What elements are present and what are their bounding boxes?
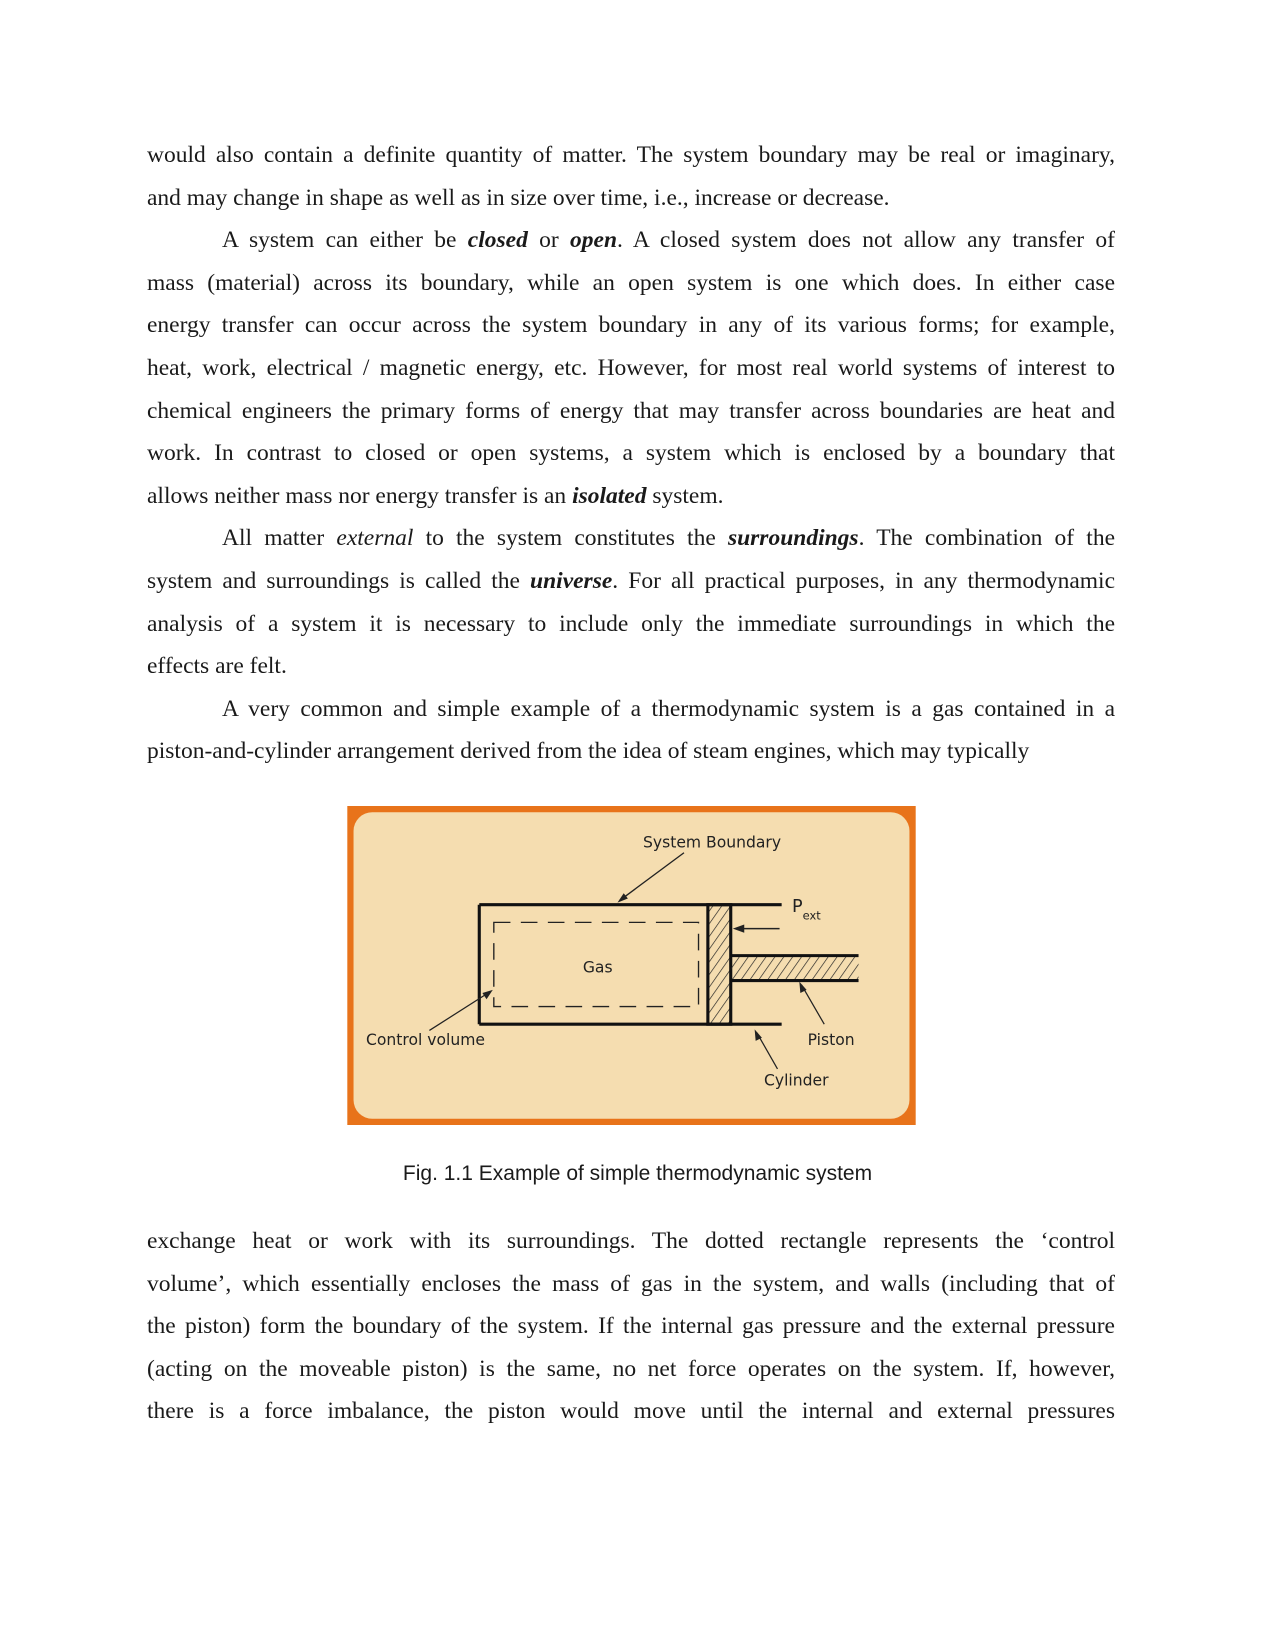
text-segment: energy transfer can occur across the system boundary in any of its various forms; for example,	[147, 312, 1115, 339]
emphasized-term: universe	[530, 567, 613, 594]
text-line	[147, 475, 1115, 518]
text-segment: system and surroundings is called the	[147, 567, 531, 594]
figure-caption: Fig. 1.1 Example of simple thermodynamic system	[402, 1162, 873, 1185]
piston-rod	[731, 956, 859, 981]
text-segment: . The combination of the	[858, 525, 1115, 552]
text-segment: analysis of a system it is necessary to include only the immediate surroundings in which the	[147, 610, 1115, 637]
text-line	[147, 390, 1115, 433]
text-line	[147, 134, 1115, 177]
text-line	[147, 603, 1115, 646]
text-segment: A very common and simple example of a thermodynamic system is a gas contained in a	[222, 695, 1115, 722]
text-line	[147, 1305, 1115, 1348]
piston-cylinder-figure	[347, 806, 916, 1125]
text-line	[147, 1220, 1115, 1263]
emphasized-term: open	[570, 227, 618, 254]
text-segment: or	[527, 227, 571, 254]
emphasized-term: external	[336, 525, 414, 552]
text-line	[147, 645, 1115, 688]
text-line	[147, 219, 1115, 262]
text-line	[147, 560, 1115, 603]
text-line	[147, 432, 1115, 475]
body-text-top	[147, 134, 1115, 773]
text-segment: to the system constitutes the	[413, 525, 728, 552]
emphasized-term: surroundings	[727, 525, 859, 552]
text-segment: effects are felt.	[147, 653, 287, 680]
text-segment: would also contain a definite quantity of matter. The system boundary may be real or imaginary,	[147, 142, 1115, 168]
text-line	[147, 730, 1115, 773]
text-segment: and may change in shape as well as in size over time, i.e., increase or decrease.	[147, 184, 890, 211]
text-segment: . A closed system does not allow any transfer of	[617, 227, 1115, 254]
text-segment: A system can either be	[222, 227, 468, 254]
control-volume-label: Control volume	[366, 1030, 485, 1049]
text-segment: there is a force imbalance, the piston would move until the internal and external pressures	[147, 1398, 1115, 1425]
text-line	[147, 688, 1115, 731]
emphasized-term: isolated	[572, 482, 647, 509]
text-segment: . For all practical purposes, in any thermodynamic	[612, 567, 1115, 594]
text-segment: work. In contrast to closed or open systems, a system which is enclosed by a boundary that	[147, 440, 1115, 467]
text-segment: chemical engineers the primary forms of energy that may transfer across boundaries are heat and	[147, 397, 1115, 424]
text-line	[147, 347, 1115, 390]
body-text-bottom	[147, 1220, 1115, 1433]
text-segment: (acting on the moveable piston) is the same, no net force operates on the system. If, however,	[147, 1355, 1115, 1382]
text-line	[147, 1348, 1115, 1391]
text-segment: piston-and-cylinder arrangement derived from the idea of steam engines, which may typically	[147, 738, 1030, 765]
text-line	[147, 1263, 1115, 1306]
text-line	[147, 1390, 1115, 1433]
system-boundary-label: System Boundary	[642, 833, 782, 852]
gas-label: Gas	[582, 958, 613, 977]
text-line	[147, 177, 1115, 220]
text-segment: heat, work, electrical / magnetic energy, etc. However, for most real world systems of interest to	[147, 354, 1115, 381]
emphasized-term: closed	[467, 227, 528, 254]
text-segment: system.	[646, 482, 724, 509]
text-segment: mass (material) across its boundary, while an open system is one which does. In either case	[147, 269, 1115, 296]
text-segment: exchange heat or work with its surroundings. The dotted rectangle represents the ‘control	[147, 1228, 1115, 1254]
cylinder-label: Cylinder	[763, 1071, 829, 1090]
text-line	[147, 304, 1115, 347]
text-segment: All matter	[222, 525, 337, 552]
text-segment: the piston) form the boundary of the system. If the internal gas pressure and the external pressure	[147, 1313, 1115, 1340]
text-segment: volume’, which essentially encloses the mass of gas in the system, and walls (including that of	[147, 1270, 1115, 1297]
piston-head	[708, 905, 731, 1024]
text-segment: allows neither mass nor energy transfer is an	[147, 482, 573, 509]
text-line	[147, 262, 1115, 305]
p-ext-label: $P_{ext}$	[792, 896, 821, 923]
piston-label: Piston	[807, 1030, 855, 1049]
text-line	[147, 517, 1115, 560]
